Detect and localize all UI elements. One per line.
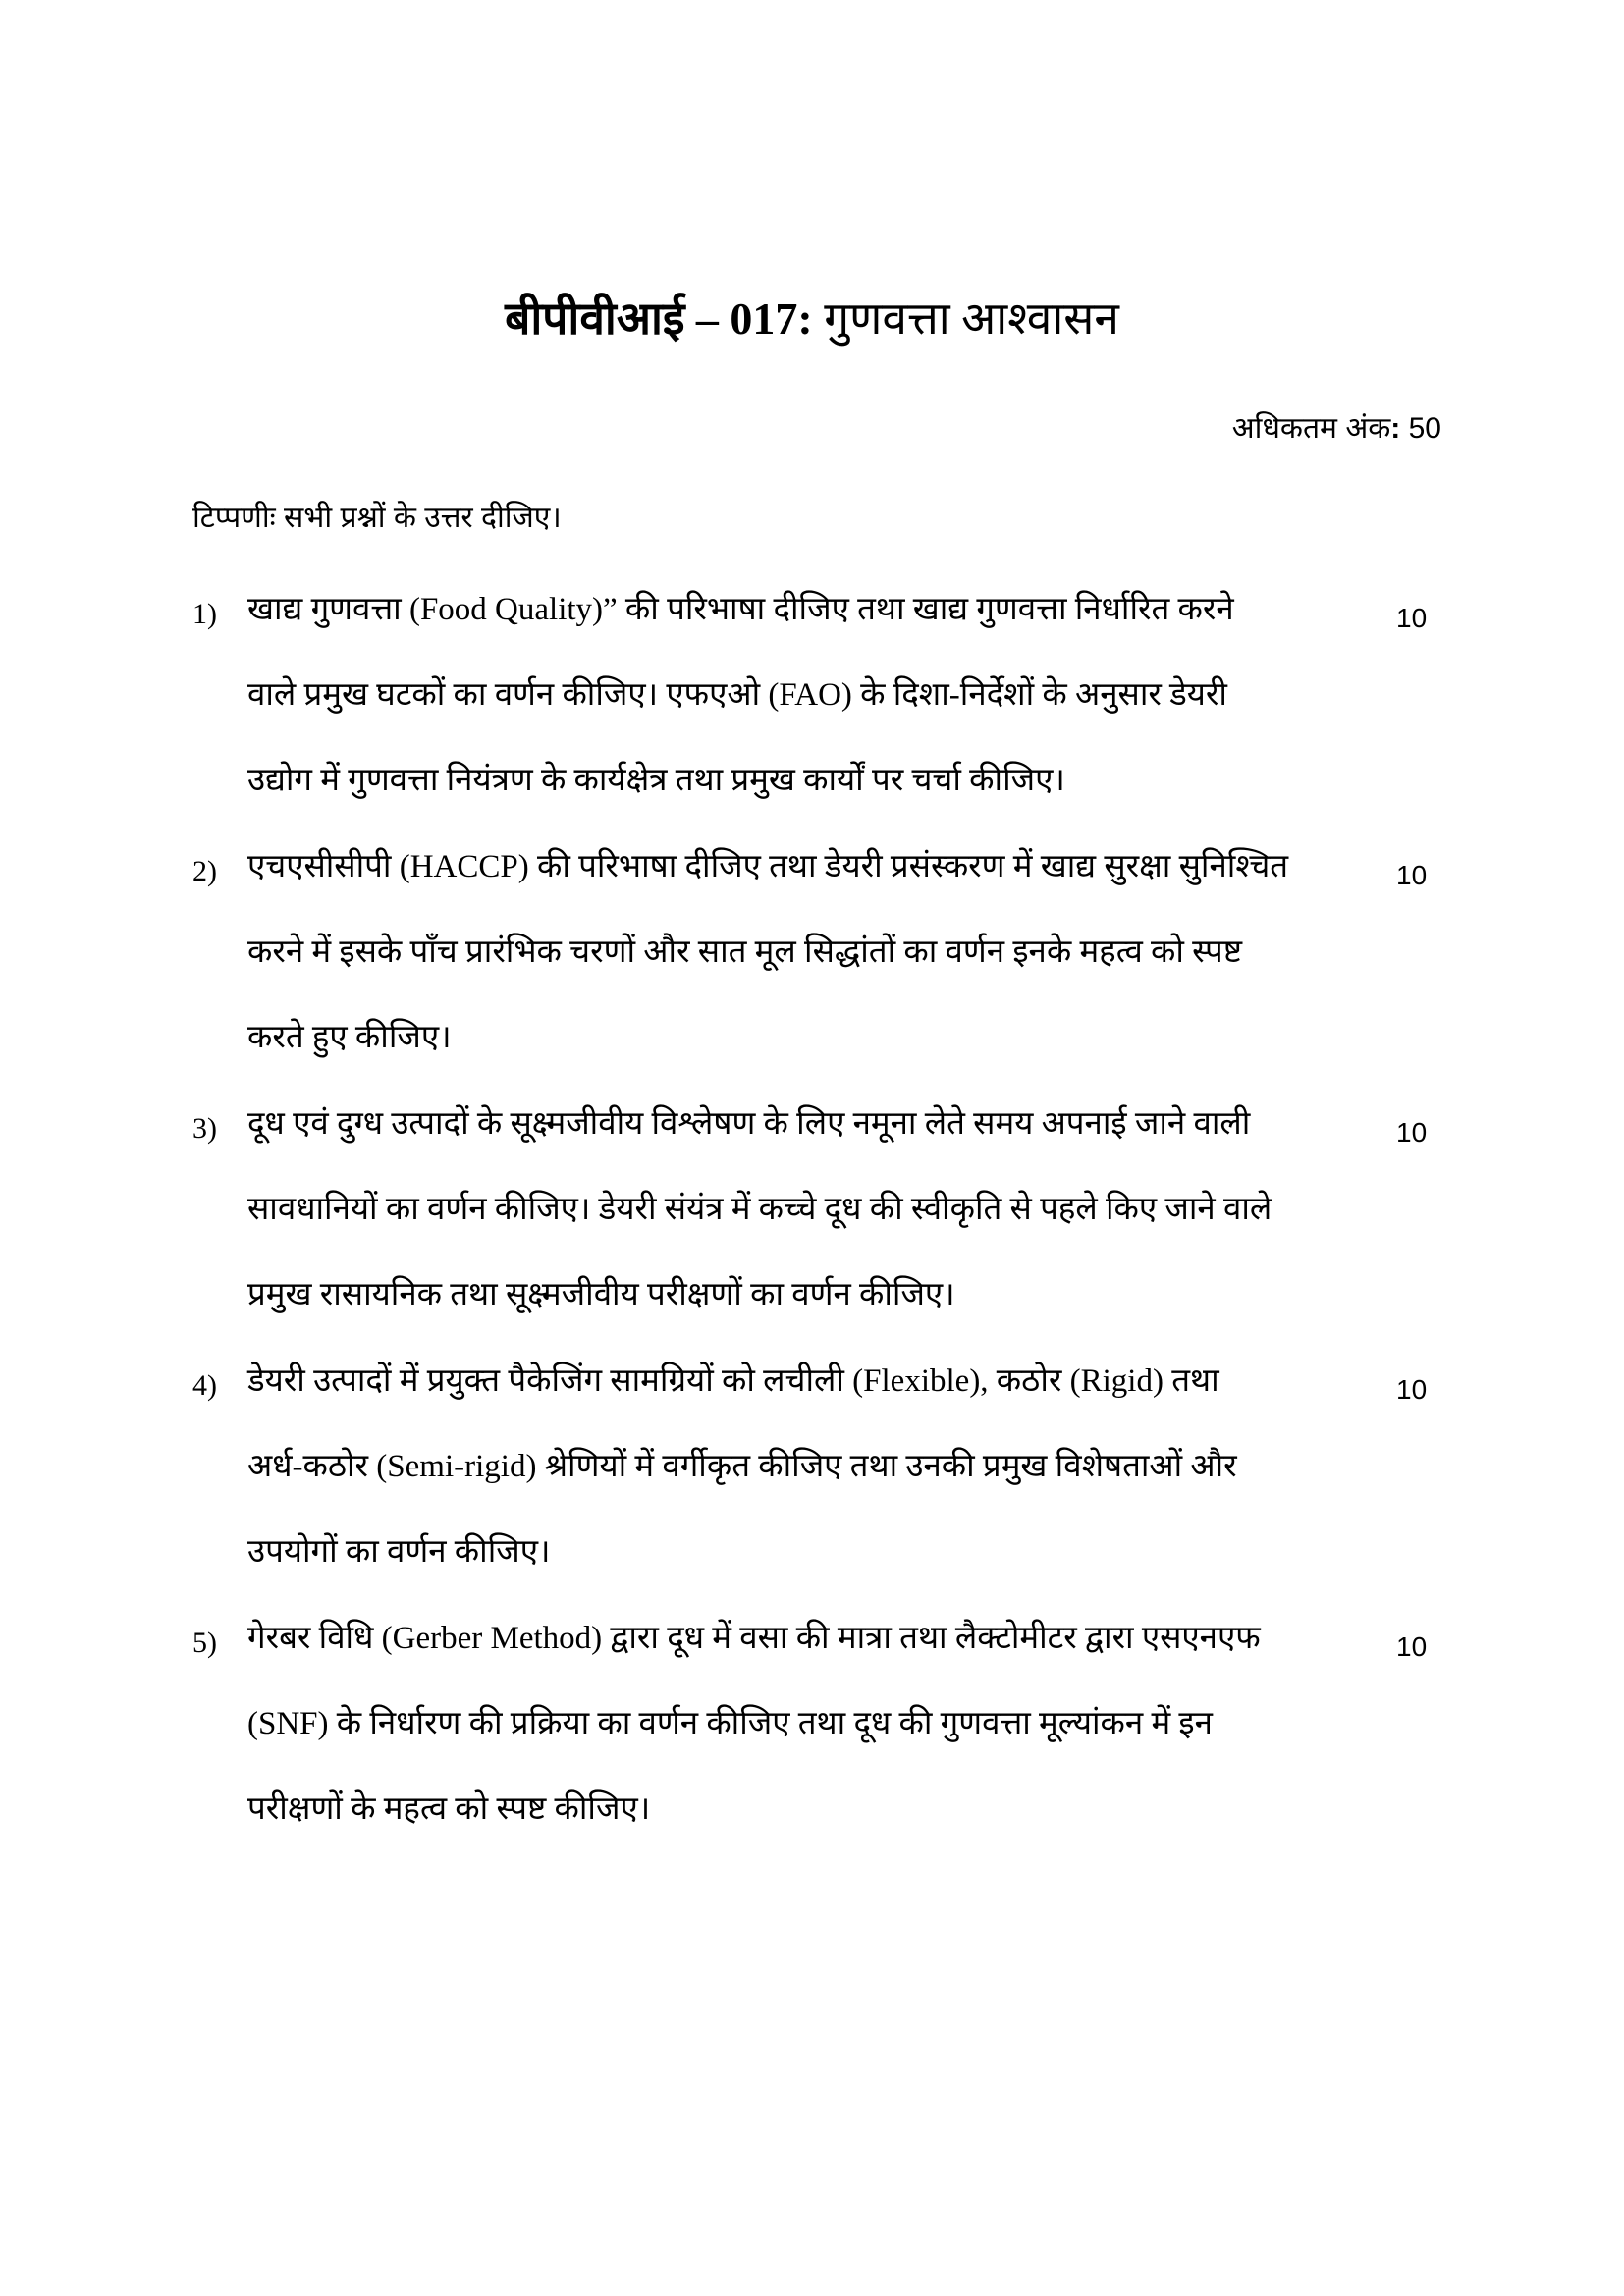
question-line: सावधानियों का वर्णन कीजिए। डेयरी संयंत्र में कच्चे दूध की स्वीकृति से पहले किए जाने वाले bbox=[247, 1192, 1272, 1227]
question-line: खाद्य गुणवत्ता (Food Quality)” की परिभाषा दीजिए तथा खाद्य गुणवत्ता निर्धारित करने bbox=[247, 592, 1234, 627]
question-line: (SNF) के निर्धारण की प्रक्रिया का वर्णन कीजिए तथा दूध की गुणवत्ता मूल्यांकन में इन bbox=[247, 1706, 1213, 1741]
question-number: 5) bbox=[192, 1627, 217, 1659]
question-text bbox=[247, 825, 1367, 1081]
page-title bbox=[0, 285, 1624, 353]
question-line: डेयरी उत्पादों में प्रयुक्त पैकेजिंग सामग्रियों को लचीली (Flexible), कठोर (Rigid) तथा bbox=[247, 1363, 1219, 1399]
question-line: दूध एवं दुग्ध उत्पादों के सूक्ष्मजीवीय विश्लेषण के लिए नमूना लेते समय अपनाई जाने वाली bbox=[247, 1106, 1251, 1142]
question-marks: 10 bbox=[1396, 1117, 1428, 1148]
question-line: परीक्षणों के महत्व को स्पष्ट कीजिए। bbox=[247, 1791, 651, 1827]
question-number: 2) bbox=[192, 855, 217, 887]
question-text bbox=[247, 1596, 1367, 1852]
max-marks-label: अधिकतम अंक bbox=[1231, 412, 1391, 445]
question-line: करते हुए कीजिए। bbox=[247, 1020, 452, 1055]
question-line: उद्योग में गुणवत्ता नियंत्रण के कार्यक्षेत्र तथा प्रमुख कार्यों पर चर्चा कीजिए। bbox=[247, 763, 1065, 798]
question-marks: 10 bbox=[1396, 1374, 1428, 1405]
question-marks: 10 bbox=[1396, 860, 1428, 890]
question-marks: 10 bbox=[1396, 1631, 1428, 1662]
question-number: 4) bbox=[192, 1369, 217, 1402]
max-marks bbox=[1232, 404, 1441, 454]
question-marks: 10 bbox=[1396, 603, 1428, 633]
max-marks-colon: : bbox=[1390, 412, 1401, 445]
question-line: गेरबर विधि (Gerber Method) द्वारा दूध में वसा की मात्रा तथा लैक्टोमीटर द्वारा एसएनएफ bbox=[247, 1621, 1261, 1656]
question-text bbox=[247, 1339, 1367, 1595]
question-text bbox=[247, 1082, 1367, 1338]
question-number: 1) bbox=[192, 598, 217, 630]
question-text bbox=[247, 567, 1367, 824]
question-line: एचएसीसीपी (HACCP) की परिभाषा दीजिए तथा डेयरी प्रसंस्करण में खाद्य सुरक्षा सुनिश्चित bbox=[247, 849, 1289, 884]
question-line: अर्ध-कठोर (Semi-rigid) श्रेणियों में वर्गीकृत कीजिए तथा उनकी प्रमुख विशेषताओं और bbox=[247, 1449, 1237, 1484]
question-line: वाले प्रमुख घटकों का वर्णन कीजिए। एफएओ (FAO) के दिशा-निर्देशों के अनुसार डेयरी bbox=[247, 677, 1227, 713]
course-name: गुणवत्ता आश्वासन bbox=[824, 294, 1119, 344]
question-number: 3) bbox=[192, 1112, 217, 1145]
question-line: उपयोगों का वर्णन कीजिए। bbox=[247, 1534, 551, 1570]
question-line: करने में इसके पाँच प्रारंभिक चरणों और सात मूल सिद्धांतों का वर्णन इनके महत्व को स्पष्ट bbox=[247, 934, 1243, 970]
max-marks-value: 50 bbox=[1408, 412, 1441, 445]
question-line: प्रमुख रासायनिक तथा सूक्ष्मजीवीय परीक्षणों का वर्णन कीजिए। bbox=[247, 1277, 955, 1312]
instruction-note: टिप्पणीः सभी प्रश्नों के उत्तर दीजिए। bbox=[192, 502, 562, 534]
course-code: बीपीवीआई – 017: bbox=[505, 294, 813, 344]
